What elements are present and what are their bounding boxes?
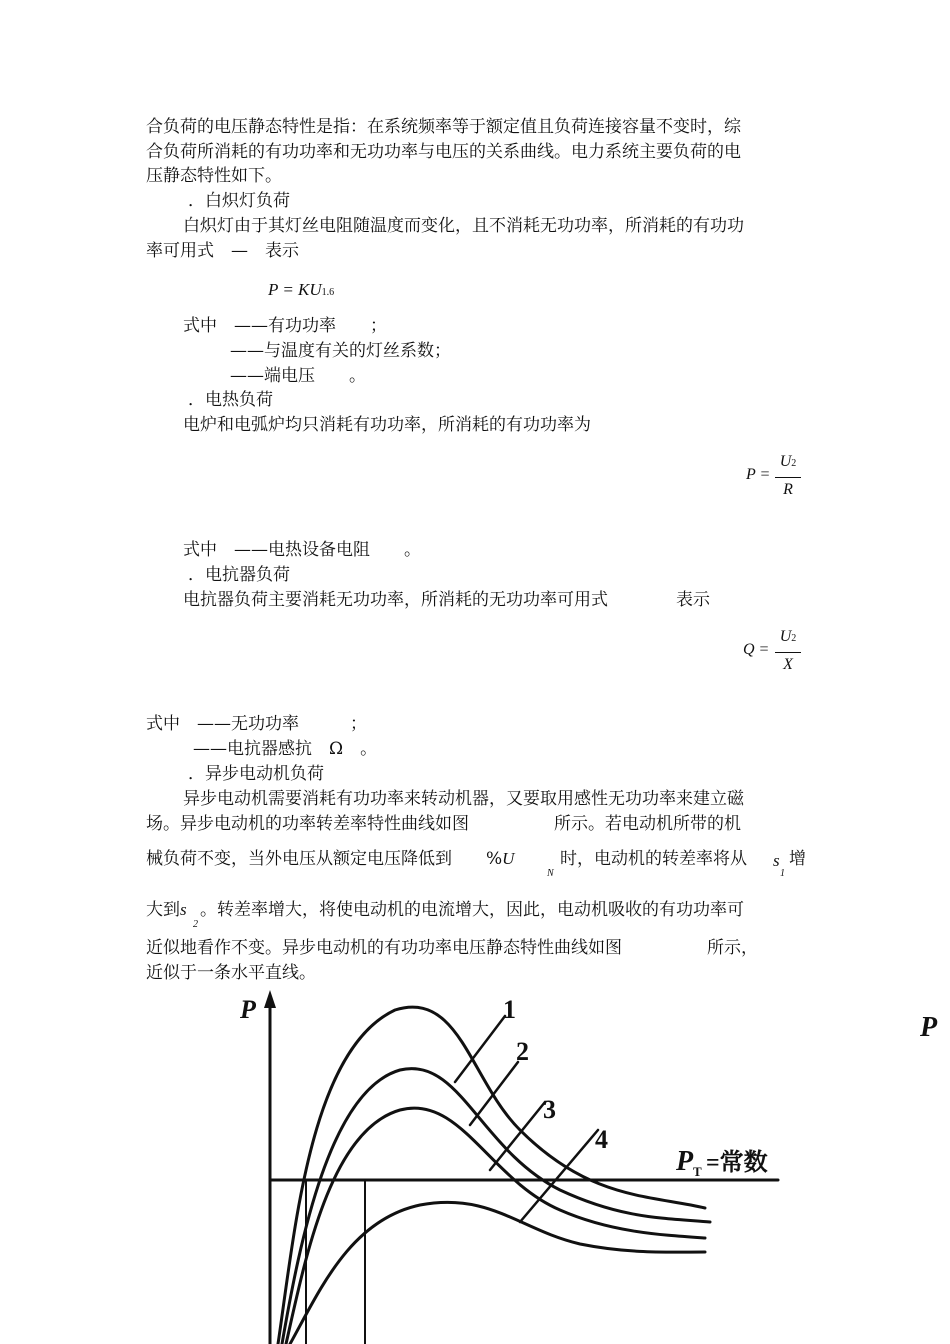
paragraph-line: 电抗器负荷主要消耗无功功率，所消耗的无功功率可用式 表示: [183, 590, 710, 610]
paragraph-line: 合负荷所消耗的有功功率和无功功率与电压的关系曲线。电力系统主要负荷的电: [146, 142, 741, 162]
paragraph-line: 异步电动机需要消耗有功功率来转动机器，又要取用感性无功功率来建立磁: [183, 789, 744, 809]
formula-exponent: 2: [791, 633, 797, 644]
formula-numerator: U: [779, 453, 792, 470]
curve-label-2: 2: [516, 1037, 529, 1066]
symbol-s: s: [180, 900, 187, 919]
paragraph-line: 电炉和电弧炉均只消耗有功功率，所消耗的有功功率为: [183, 415, 591, 435]
paragraph-line: 率可用式 — 表示: [146, 241, 299, 261]
curve-label-1: 1: [503, 995, 516, 1024]
where-line: 式中 ——无功功率 ；: [146, 714, 367, 734]
fraction-bar: [775, 652, 801, 653]
constant-label-rest: =常数: [706, 1150, 768, 1176]
axis-label: P: [240, 995, 256, 1024]
where-line: ——端电压 。: [230, 366, 366, 386]
section-heading: ．白炽灯负荷: [188, 191, 290, 211]
paragraph-line: 白炽灯由于其灯丝电阻随温度而变化，且不消耗无功功率，所消耗的有功功: [183, 216, 744, 236]
formula-main: P = KU: [268, 280, 322, 299]
symbol-U: U: [502, 849, 515, 868]
symbol-s: s: [773, 851, 780, 870]
power-slip-figure: [0, 990, 950, 1344]
formula: [268, 279, 334, 304]
text-run: 。转差率增大，将使电动机的电流增大，因此，电动机吸收的有功功率可: [200, 900, 744, 920]
section-heading: ．电热负荷: [188, 390, 273, 410]
axis-arrowhead: [264, 990, 276, 1008]
paragraph-line: 压静态特性如下。: [146, 166, 282, 186]
curve-label-4: 4: [595, 1125, 608, 1154]
paragraph-line: 近似于一条水平直线。: [146, 963, 316, 983]
text-run: 大到: [146, 900, 180, 920]
text-run: 时，电动机的转差率将从: [560, 849, 747, 869]
formula-fraction: [743, 628, 803, 676]
text-run: 增: [789, 849, 806, 869]
subscript-1: 1: [780, 868, 785, 879]
constant-label-sub: T: [693, 1164, 702, 1179]
subscript-N: N: [547, 868, 554, 879]
where-line: 式中 ——有功功率 ；: [183, 316, 387, 336]
paragraph-line: [146, 899, 187, 921]
section-heading: ．电抗器负荷: [188, 565, 290, 585]
formula-denominator: X: [783, 656, 793, 673]
formula-lhs: P =: [746, 466, 771, 483]
section-heading: ．异步电动机负荷: [188, 764, 324, 784]
formula-lhs: Q =: [743, 641, 770, 658]
formula-fraction: [746, 453, 806, 501]
curve-2: [282, 1069, 710, 1344]
text-run: 械负荷不变，当外电压从额定电压降低到 %: [146, 849, 503, 869]
paragraph-line: [146, 848, 514, 870]
where-line: ——与温度有关的灯丝系数；: [230, 341, 451, 361]
formula-denominator: R: [783, 481, 793, 498]
constant-label-p: P: [676, 1146, 694, 1177]
right-fragment-label: P: [920, 1012, 938, 1043]
subscript-2: 2: [193, 919, 198, 930]
where-line: ——电抗器感抗 Ω 。: [193, 739, 378, 759]
formula-exponent: 2: [791, 458, 797, 469]
paragraph-line: 场。异步电动机的功率转差率特性曲线如图 所示。若电动机所带的机: [146, 814, 741, 834]
curve-1: [278, 1007, 705, 1344]
formula-numerator: U: [779, 628, 792, 645]
fraction-bar: [775, 477, 801, 478]
curve-4: [290, 1202, 705, 1344]
paragraph-line: 合负荷的电压静态特性是指：在系统频率等于额定值且负荷连接容量不变时，综: [146, 117, 741, 137]
paragraph-line: 近似地看作不变。异步电动机的有功功率电压静态特性曲线如图 所示，: [146, 938, 758, 958]
label-leader-2: [470, 1062, 518, 1125]
curve-label-3: 3: [543, 1095, 556, 1124]
where-line: 式中 ——电热设备电阻 。: [183, 540, 421, 560]
curve-3: [286, 1108, 705, 1344]
formula-exponent: 1.6: [321, 287, 335, 298]
